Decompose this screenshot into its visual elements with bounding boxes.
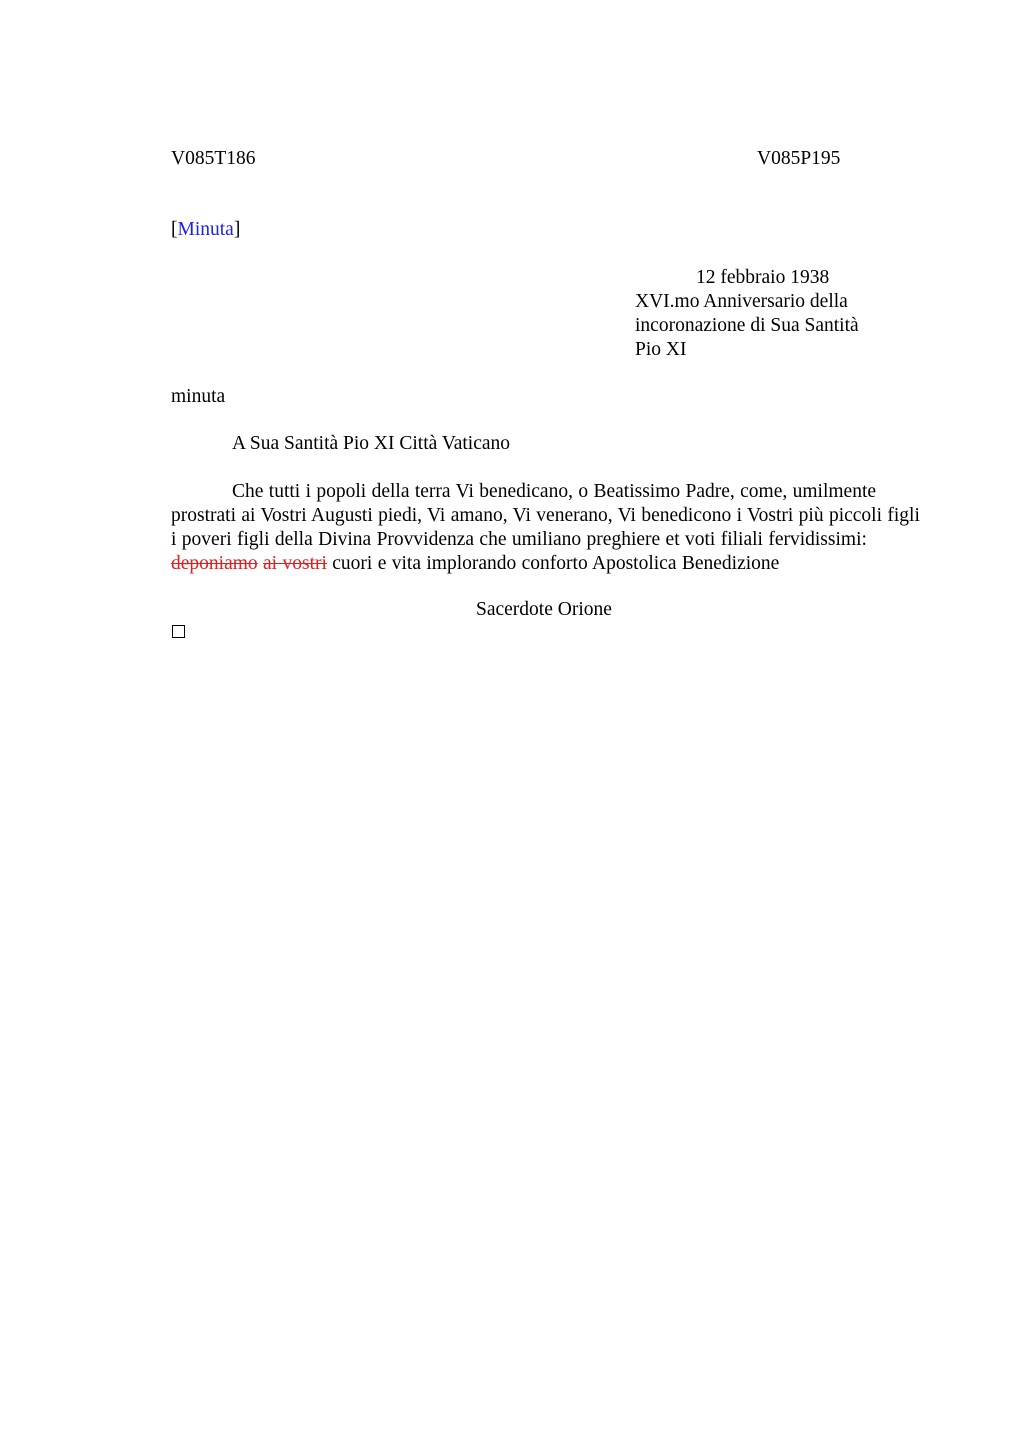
open-bracket: [ — [171, 219, 178, 240]
anniversary-line-3: Pio XI — [635, 339, 687, 360]
anniversary-line-2: incoronazione di Sua Santità — [635, 315, 859, 336]
signature: Sacerdote Orione — [476, 599, 612, 620]
document-code-left: V085T186 — [171, 148, 256, 169]
empty-square-icon — [172, 625, 185, 638]
anniversary-line-1: XVI.mo Anniversario della — [635, 291, 848, 312]
deleted-word-2: ai vostri — [263, 553, 327, 574]
minuta-label — [171, 218, 240, 242]
addressee-line: A Sua Santità Pio XI Città Vaticano — [232, 433, 511, 454]
date-line: 12 febbraio 1938 — [696, 267, 830, 288]
deleted-word-1: deponiamo — [171, 553, 258, 574]
note-minuta: minuta — [171, 386, 226, 407]
close-bracket: ] — [233, 219, 241, 240]
minuta-link[interactable]: Minuta — [177, 219, 234, 240]
body-text-end: cuori e vita implorando conforto Apostolica Benedizione — [326, 553, 780, 574]
body-text-main: Che tutti i popoli della terra Vi benedicano, o Beatissimo Padre, come, umilmente prostrati ai Vostri Augusti piedi, Vi amano, Vi venerano, Vi benedicono i Vostri più piccoli figli i poveri figli della Divina Provvidenza che umiliano preghiere et voti filiali fervidissimi: — [171, 481, 920, 550]
date-block — [635, 266, 895, 362]
document-code-right: V085P195 — [757, 148, 841, 169]
letter-body — [171, 480, 927, 576]
